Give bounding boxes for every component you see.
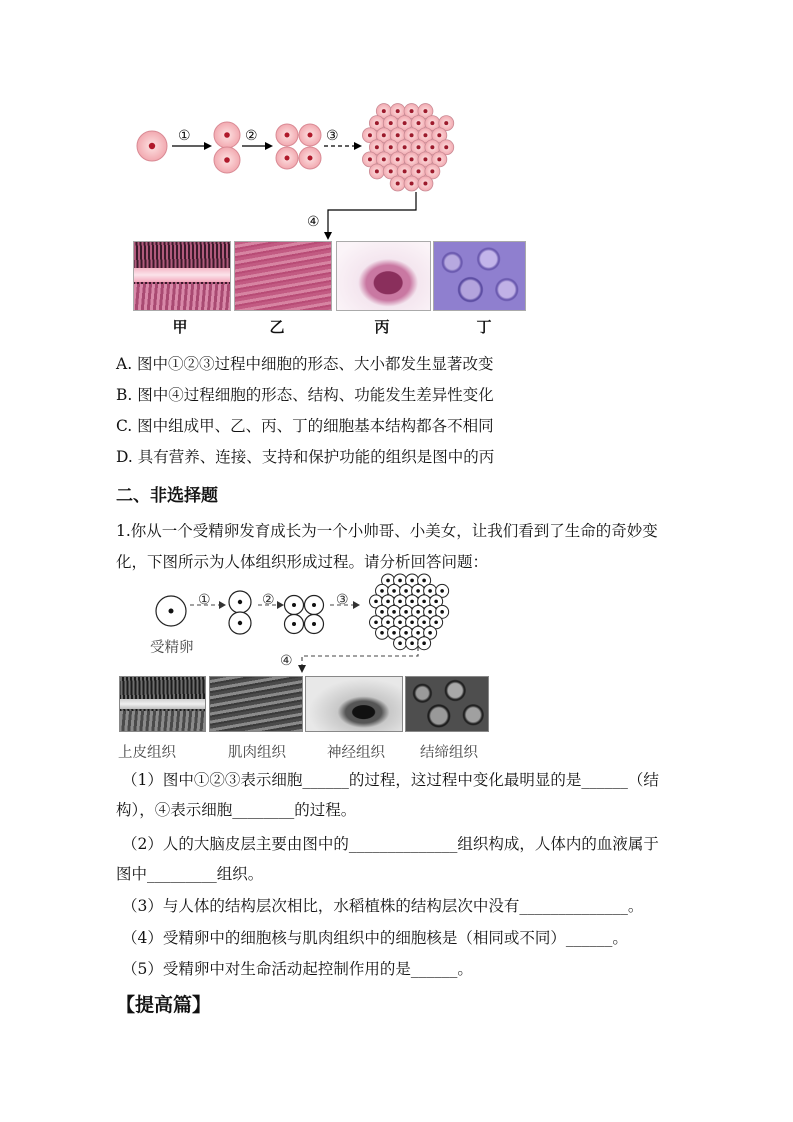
cell-nucleus (416, 589, 420, 593)
cell-nucleus (410, 600, 414, 604)
cell-nucleus (398, 621, 402, 625)
cell-nucleus (386, 579, 390, 583)
cell-nucleus (392, 631, 396, 635)
cell-nucleus (404, 631, 408, 635)
sub-question-4: （4）受精卵中的细胞核与肌肉组织中的细胞核是（相同或不同）______。 (122, 929, 628, 947)
cell-nucleus (410, 579, 414, 583)
cell-nucleus (398, 600, 402, 604)
sub-question-3: （3）与人体的结构层次相比，水稻植株的结构层次中没有______________。 (122, 897, 644, 915)
sub-question-1-line-1: （1）图中①②③表示细胞______的过程，这过程中变化最明显的是______（结 (122, 771, 659, 789)
tissue-label-jia: 甲 (172, 318, 188, 336)
gray-step-1-label: ① (198, 592, 211, 608)
cell-nucleus (374, 621, 378, 625)
cell-nucleus (386, 621, 390, 625)
option-c: C. 图中组成甲、乙、丙、丁的细胞基本结构都各不相同 (116, 417, 494, 435)
step-1-label: ① (178, 128, 191, 144)
section-title: 二、非选择题 (116, 486, 218, 506)
gray-tissue-nerve (305, 676, 403, 732)
cell-nucleus (440, 589, 444, 593)
cell-nucleus (428, 610, 432, 614)
label-connective: 结缔组织 (420, 745, 478, 761)
cell-nucleus (392, 610, 396, 614)
cell-nucleus (416, 610, 420, 614)
cell-nucleus (386, 600, 390, 604)
cell-nucleus (428, 631, 432, 635)
cell-nucleus (434, 600, 438, 604)
cell-nucleus (416, 631, 420, 635)
zygote-label: 受精卵 (150, 640, 194, 656)
label-muscle: 肌肉组织 (228, 745, 286, 761)
cell-nucleus (380, 589, 384, 593)
gray-step-2-label: ② (262, 592, 275, 608)
step-4-label: ④ (307, 214, 320, 230)
label-nerve: 神经组织 (327, 745, 385, 761)
cell-nucleus (380, 631, 384, 635)
sub-question-2-line-1: （2）人的大脑皮层主要由图中的______________组织构成，人体内的血液属于 (122, 835, 659, 853)
cell-nucleus (392, 589, 396, 593)
label-epithelial: 上皮组织 (118, 745, 176, 761)
cell-nucleus (422, 600, 426, 604)
question-1-line-2: 化，下图所示为人体组织形成过程。请分析回答问题： (116, 553, 489, 571)
cell-nucleus (422, 621, 426, 625)
sub-question-1-line-2: 构），④表示细胞________的过程。 (116, 801, 357, 819)
cell-nucleus (410, 641, 414, 645)
gray-tissue-connective (405, 676, 489, 732)
step-2-label: ② (245, 128, 258, 144)
step-3-label: ③ (326, 128, 339, 144)
cell-nucleus (410, 621, 414, 625)
cell-nucleus (404, 589, 408, 593)
option-a: A. 图中①②③过程中细胞的形态、大小都发生显著改变 (116, 355, 494, 373)
sub-question-5: （5）受精卵中对生命活动起控制作用的是______。 (122, 960, 473, 978)
cell-nucleus (380, 610, 384, 614)
footer-heading: 【提高篇】 (116, 994, 212, 1016)
option-b: B. 图中④过程细胞的形态、结构、功能发生差异性变化 (116, 386, 494, 404)
cell-nucleus (398, 641, 402, 645)
tissue-label-yi: 乙 (269, 318, 285, 336)
cell-nucleus (374, 600, 378, 604)
gray-step-3-label: ③ (336, 592, 349, 608)
gray-step-4-label: ④ (280, 653, 293, 669)
option-d: D. 具有营养、连接、支持和保护功能的组织是图中的丙 (116, 448, 495, 466)
cell-nucleus (404, 610, 408, 614)
cell-nucleus (434, 621, 438, 625)
tissue-label-bing: 丙 (374, 318, 390, 336)
cell-nucleus (440, 610, 444, 614)
tissue-label-ding: 丁 (476, 318, 492, 336)
question-1-line-1: 1.你从一个受精卵发育成长为一个小帅哥、小美女，让我们看到了生命的奇妙变 (116, 522, 658, 540)
gray-tissue-muscle (209, 676, 303, 732)
cell-nucleus (422, 579, 426, 583)
cell-nucleus (422, 641, 426, 645)
cell-nucleus (398, 579, 402, 583)
cell-nucleus (428, 589, 432, 593)
sub-question-2-line-2: 图中_________组织。 (116, 865, 264, 883)
gray-tissue-epithelial (119, 676, 206, 732)
